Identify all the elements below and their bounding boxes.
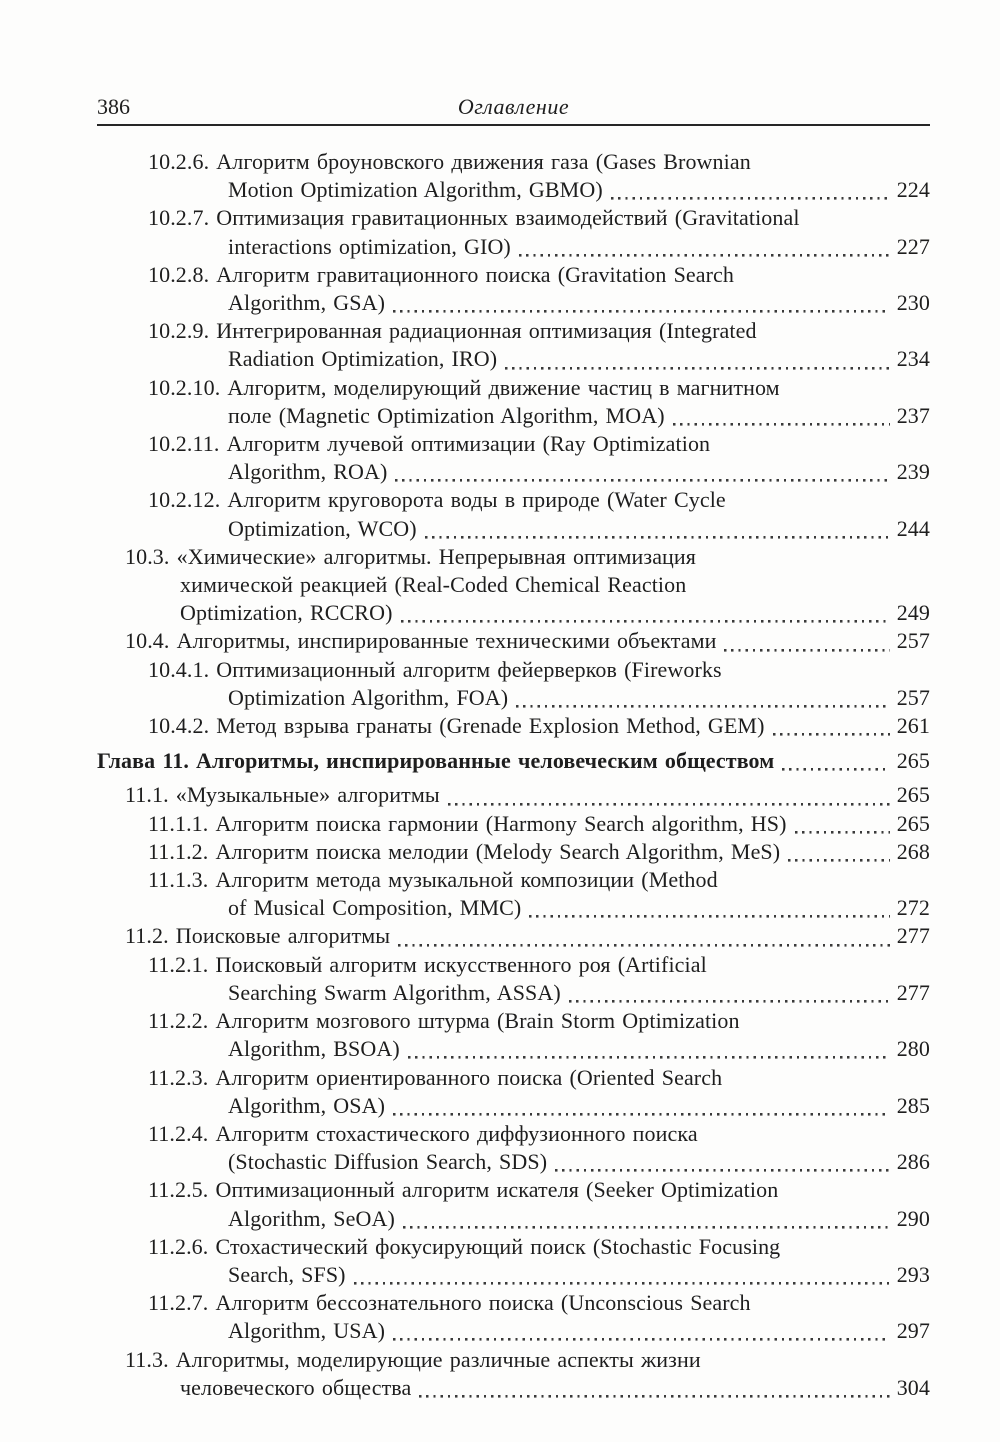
toc-entry-text: Algorithm, ROA)	[228, 459, 388, 485]
toc-page-number: 261	[896, 713, 930, 739]
toc-line	[97, 599, 930, 627]
toc-line	[97, 1007, 930, 1035]
toc-line	[97, 922, 930, 950]
toc-entry	[97, 1289, 930, 1345]
toc-entry	[97, 261, 930, 317]
toc-entry	[97, 1176, 930, 1232]
toc-entry-text: Algorithm, GSA)	[228, 290, 385, 316]
toc-line	[97, 1064, 930, 1092]
toc-page-number: 297	[896, 1318, 930, 1344]
toc-entry-text: 11.2.7. Алгоритм бессознательного поиска (Unconscious Search	[148, 1290, 751, 1316]
toc-entry	[97, 866, 930, 922]
toc-line	[97, 430, 930, 458]
toc-page-number: 290	[896, 1205, 930, 1231]
toc-entry-text: Algorithm, USA)	[228, 1318, 385, 1344]
toc-line	[97, 402, 930, 430]
toc-entry	[97, 838, 930, 866]
toc-entry-text: Algorithm, OSA)	[228, 1092, 385, 1118]
toc-page-number: 224	[896, 177, 930, 203]
toc-entry-text: 10.2.8. Алгоритм гравитационного поиска (Gravitation Search	[148, 261, 735, 287]
toc-line	[97, 1317, 930, 1345]
toc-entry-text: 10.2.12. Алгоритм круговорота воды в природе (Water Cycle	[148, 487, 726, 513]
toc-line	[97, 317, 930, 345]
toc-page-number: 304	[896, 1374, 930, 1400]
toc-line	[97, 289, 930, 317]
toc-line	[97, 571, 930, 599]
dot-leader	[408, 1035, 890, 1063]
toc-line	[97, 261, 930, 289]
toc-line	[97, 627, 930, 655]
dot-leader	[403, 1205, 890, 1233]
dot-leader	[569, 979, 890, 1007]
toc-entry-text: химической реакцией (Real-Coded Chemical Reaction	[180, 572, 687, 598]
toc-page-number: 230	[896, 290, 930, 316]
toc-line	[97, 515, 930, 543]
toc-page-number: 265	[896, 748, 930, 774]
toc-entry-text: Optimization, WCO)	[228, 515, 417, 541]
dot-leader	[505, 345, 890, 373]
dot-leader	[419, 1374, 889, 1402]
toc-entry	[97, 1007, 930, 1063]
toc-page-number: 234	[896, 346, 930, 372]
toc-line	[97, 1120, 930, 1148]
toc-chapter-entry	[97, 747, 930, 775]
toc-line	[97, 345, 930, 373]
toc-page-number: 244	[896, 515, 930, 541]
toc-line	[97, 543, 930, 571]
dot-leader	[519, 233, 890, 261]
toc-entry	[97, 627, 930, 655]
toc-entry	[97, 781, 930, 809]
dot-leader	[354, 1261, 890, 1289]
toc-entry-text: Radiation Optimization, IRO)	[228, 346, 498, 372]
toc-entry-text: Algorithm, BSOA)	[228, 1036, 400, 1062]
toc-page-number: 237	[896, 402, 930, 428]
toc-entry-text: 11.2.4. Алгоритм стохастического диффузионного поиска	[148, 1120, 698, 1146]
toc-entry-text: 10.4. Алгоритмы, инспирированные техническими объектами	[125, 628, 717, 654]
toc-line	[97, 712, 930, 740]
toc-entry-text: 11.1.1. Алгоритм поиска гармонии (Harmony Search algorithm, HS)	[148, 810, 787, 836]
running-title: Оглавление	[457, 94, 570, 119]
toc-line	[97, 204, 930, 232]
toc-page-number: 239	[896, 459, 930, 485]
toc-entry	[97, 486, 930, 542]
toc-page-number: 249	[896, 600, 930, 626]
toc-entry	[97, 1064, 930, 1120]
toc-line	[97, 1374, 930, 1402]
toc-entry	[97, 1233, 930, 1289]
dot-leader	[398, 922, 890, 950]
toc-line	[97, 1092, 930, 1120]
toc-entry-text: 10.3. «Химические» алгоритмы. Непрерывная оптимизация	[125, 543, 697, 569]
toc-entry-text: 11.2.3. Алгоритм ориентированного поиска (Oriented Search	[148, 1064, 723, 1090]
toc-entry-text: 10.2.6. Алгоритм броуновского движения газа (Gases Brownian	[148, 149, 751, 174]
toc-line	[97, 747, 930, 775]
dot-leader	[773, 712, 890, 740]
dot-leader	[673, 402, 890, 430]
toc-entry-text: (Stochastic Diffusion Search, SDS)	[228, 1149, 548, 1175]
toc-entry-text: Searching Swarm Algorithm, ASSA)	[228, 979, 561, 1005]
dot-leader	[529, 894, 889, 922]
toc-entry	[97, 374, 930, 430]
toc-line	[97, 656, 930, 684]
toc-line	[97, 1205, 930, 1233]
toc-page-number: 257	[896, 684, 930, 710]
toc-line	[97, 458, 930, 486]
toc-entry-text: 11.2. Поисковые алгоритмы	[125, 923, 391, 949]
toc-entry-text: of Musical Composition, MMC)	[228, 895, 522, 921]
toc-entry	[97, 712, 930, 740]
toc-page-number: 277	[896, 923, 930, 949]
toc-page-number: 265	[896, 782, 930, 808]
toc-line	[97, 176, 930, 204]
dot-leader	[611, 176, 890, 204]
toc-page-number: 268	[896, 838, 930, 864]
toc-entry	[97, 317, 930, 373]
toc-line	[97, 684, 930, 712]
toc-line	[97, 1148, 930, 1176]
toc-entry-text: Motion Optimization Algorithm, GBMO)	[228, 177, 603, 203]
toc-entry-text: 10.4.2. Метод взрыва гранаты (Grenade Explosion Method, GEM)	[148, 713, 765, 739]
dot-leader	[425, 515, 890, 543]
toc-line	[97, 1176, 930, 1204]
toc-page-number: 285	[896, 1092, 930, 1118]
toc-entry	[97, 204, 930, 260]
toc-entry-text: 11.1.2. Алгоритм поиска мелодии (Melody Search Algorithm, MeS)	[148, 838, 781, 864]
dot-leader	[401, 599, 890, 627]
dot-leader	[788, 838, 889, 866]
toc-entry-text: interactions optimization, GIO)	[228, 233, 511, 259]
toc-entry-text: 10.4.1. Оптимизационный алгоритм фейерверков (Fireworks	[148, 656, 722, 682]
toc-entry-text: 11.1.3. Алгоритм метода музыкальной композиции (Method	[148, 867, 718, 893]
toc-page-number: 272	[896, 895, 930, 921]
header-rule	[97, 124, 930, 126]
toc-line	[97, 148, 930, 176]
toc-entry-text: Optimization Algorithm, FOA)	[228, 684, 509, 710]
dot-leader	[395, 458, 889, 486]
toc-line	[97, 1035, 930, 1063]
toc-page-number: 286	[896, 1149, 930, 1175]
toc-line	[97, 838, 930, 866]
toc-line	[97, 979, 930, 1007]
dot-leader	[393, 1092, 890, 1120]
toc-list	[97, 148, 930, 1402]
toc-line	[97, 374, 930, 402]
toc-entry	[97, 1120, 930, 1176]
dot-leader	[555, 1148, 890, 1176]
toc-line	[97, 894, 930, 922]
dot-leader	[724, 627, 889, 655]
toc-entry	[97, 1346, 930, 1402]
toc-line	[97, 781, 930, 809]
dot-leader	[448, 781, 890, 809]
toc-entry-text: Search, SFS)	[228, 1261, 346, 1287]
folio-page-number: 386	[97, 94, 130, 119]
dot-leader	[393, 1317, 890, 1345]
toc-entry-text: 11.2.5. Оптимизационный алгоритм искателя (Seeker Optimization	[148, 1177, 779, 1203]
toc-entry	[97, 810, 930, 838]
toc-line	[97, 1261, 930, 1289]
toc-entry	[97, 922, 930, 950]
toc-line	[97, 866, 930, 894]
toc-entry-text: 11.2.6. Стохастический фокусирующий поиск (Stochastic Focusing	[148, 1233, 781, 1259]
toc-page-number: 293	[896, 1261, 930, 1287]
toc-entry	[97, 656, 930, 712]
toc-entry-text: Глава 11. Алгоритмы, инспирированные человеческим обществом	[97, 748, 775, 774]
toc-page-number: 280	[896, 1036, 930, 1062]
toc-entry-text: 10.2.9. Интегрированная радиационная оптимизация (Integrated	[148, 318, 757, 344]
toc-entry-text: Optimization, RCCRO)	[180, 600, 393, 626]
toc-entry-text: 11.2.1. Поисковый алгоритм искусственного роя (Artificial	[148, 951, 707, 977]
toc-page-number: 265	[896, 810, 930, 836]
toc-entry	[97, 430, 930, 486]
toc-page-number: 227	[896, 233, 930, 259]
toc-line	[97, 486, 930, 514]
toc-line	[97, 1233, 930, 1261]
toc-line	[97, 1346, 930, 1374]
toc-line	[97, 1289, 930, 1317]
toc-entry-text: поле (Magnetic Optimization Algorithm, MOA)	[228, 402, 665, 428]
toc-entry-text: 10.2.10. Алгоритм, моделирующий движение частиц в магнитном	[148, 374, 780, 400]
toc-entry-text: 11.1. «Музыкальные» алгоритмы	[125, 782, 440, 808]
dot-leader	[393, 289, 890, 317]
toc-page-number: 257	[896, 628, 930, 654]
toc-line	[97, 810, 930, 838]
page-header	[97, 94, 930, 124]
toc-entry	[97, 951, 930, 1007]
toc-entry-text: 11.2.2. Алгоритм мозгового штурма (Brain Storm Optimization	[148, 1008, 740, 1034]
toc-entry	[97, 148, 930, 204]
toc-page-number: 277	[896, 979, 930, 1005]
toc-line	[97, 233, 930, 261]
toc-entry-text: 11.3. Алгоритмы, моделирующие различные аспекты жизни	[125, 1346, 701, 1372]
toc-entry-text: Algorithm, SeOA)	[228, 1205, 395, 1231]
dot-leader	[795, 810, 890, 838]
toc-entry-text: человеческого общества	[180, 1374, 412, 1400]
toc-entry	[97, 543, 930, 628]
dot-leader	[516, 684, 890, 712]
toc-line	[97, 951, 930, 979]
dot-leader	[782, 747, 889, 775]
toc-entry-text: 10.2.7. Оптимизация гравитационных взаимодействий (Gravitational	[148, 205, 800, 231]
toc-entry-text: 10.2.11. Алгоритм лучевой оптимизации (Ray Optimization	[148, 431, 711, 457]
